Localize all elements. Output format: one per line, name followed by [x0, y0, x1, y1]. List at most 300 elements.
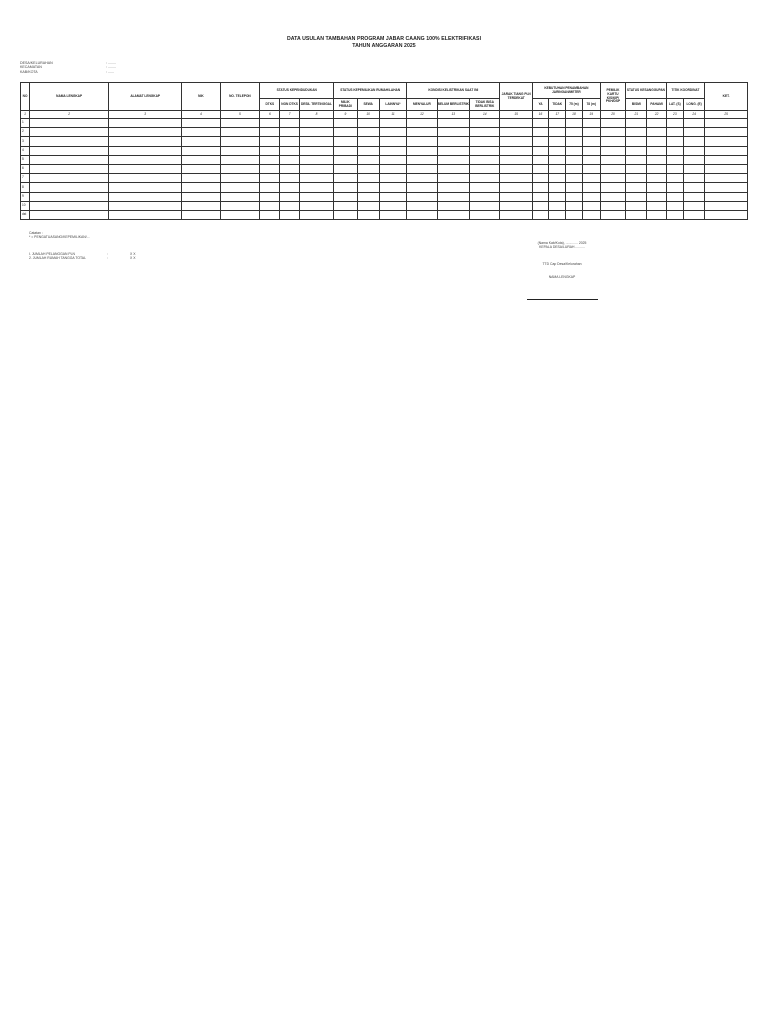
notes: [29, 231, 90, 239]
table-cell: [260, 155, 280, 164]
table-cell: [582, 183, 600, 192]
table-cell: [357, 137, 379, 146]
table-cell: [566, 174, 582, 183]
table-cell: [437, 192, 469, 201]
table-cell: [626, 183, 647, 192]
column-number: 5: [220, 111, 260, 119]
column-number-row: [21, 111, 748, 119]
table-cell: [705, 137, 748, 146]
subheader-belum-berlistrik: BELUM BERLISTRIK: [437, 99, 469, 111]
column-number: 11: [379, 111, 406, 119]
table-cell: [260, 192, 280, 201]
column-number: 20: [600, 111, 625, 119]
summary-colon: :: [107, 256, 108, 261]
table-cell: [109, 137, 182, 146]
table-cell: [334, 183, 357, 192]
table-cell: [626, 119, 647, 128]
table-cell: [299, 146, 333, 155]
table-cell: [647, 183, 666, 192]
table-cell: [109, 210, 182, 219]
table-cell: [647, 137, 666, 146]
table-cell: [705, 183, 748, 192]
row-number: dst: [21, 210, 30, 219]
meta-label: KECAMATAN: [20, 65, 42, 70]
subheader-tidak-sanggup: PAHAMI: [647, 99, 666, 111]
table-cell: [260, 174, 280, 183]
column-number: 3: [109, 111, 182, 119]
table-cell: [566, 119, 582, 128]
table-cell: [683, 183, 704, 192]
table-row: [21, 146, 748, 155]
table-cell: [566, 137, 582, 146]
table-cell: [334, 119, 357, 128]
table-cell: [705, 146, 748, 155]
table-cell: [470, 164, 500, 173]
table-cell: [582, 164, 600, 173]
table-cell: [549, 164, 566, 173]
table-cell: [280, 128, 299, 137]
table-cell: [500, 155, 532, 164]
table-cell: [705, 128, 748, 137]
column-number: 7: [280, 111, 299, 119]
summary-value: X X: [130, 252, 136, 256]
header-alamat: ALAMAT LENGKAP: [109, 83, 182, 111]
column-number: 18: [566, 111, 582, 119]
table-cell: [666, 128, 683, 137]
table-cell: [30, 146, 109, 155]
table-cell: [532, 128, 548, 137]
meta-value: : ........: [106, 61, 116, 65]
table-cell: [683, 137, 704, 146]
table-cell: [407, 137, 437, 146]
table-cell: [647, 146, 666, 155]
table-cell: [549, 155, 566, 164]
table-cell: [182, 146, 221, 155]
column-number: 8: [299, 111, 333, 119]
header-no: NO: [21, 83, 30, 111]
table-cell: [500, 201, 532, 210]
table-cell: [566, 146, 582, 155]
table-cell: [30, 192, 109, 201]
table-cell: [549, 174, 566, 183]
table-cell: [299, 201, 333, 210]
table-cell: [280, 174, 299, 183]
table-cell: [220, 137, 260, 146]
signature-line: [527, 299, 598, 300]
table-cell: [220, 174, 260, 183]
table-cell: [437, 155, 469, 164]
table-cell: [109, 164, 182, 173]
location-meta: [20, 61, 116, 74]
table-cell: [666, 183, 683, 192]
header-jarak-tiang: JARAK TIANG PLN TERDEKAT: [500, 83, 532, 111]
table-cell: [437, 174, 469, 183]
table-row: [21, 119, 748, 128]
table-cell: [357, 201, 379, 210]
signature-role: KEPALA DESA/LURAH ..........: [539, 245, 585, 249]
table-cell: [600, 192, 625, 201]
table-cell: [182, 201, 221, 210]
table-cell: [109, 146, 182, 155]
document-title: DATA USULAN TAMBAHAN PROGRAM JABAR CAANG 100% ELEKTRIFIKASI: [286, 36, 482, 42]
table-cell: [260, 164, 280, 173]
table-cell: [626, 164, 647, 173]
table-cell: [220, 119, 260, 128]
table-cell: [437, 146, 469, 155]
table-cell: [626, 137, 647, 146]
table-cell: [182, 174, 221, 183]
table-cell: [666, 137, 683, 146]
data-table: [20, 82, 748, 220]
row-number: 5: [21, 155, 30, 164]
subheader-tidak: TIDAK: [549, 99, 566, 111]
table-cell: [705, 192, 748, 201]
table-cell: [705, 119, 748, 128]
table-cell: [182, 192, 221, 201]
table-cell: [470, 155, 500, 164]
table-cell: [109, 201, 182, 210]
table-cell: [299, 210, 333, 219]
table-cell: [334, 164, 357, 173]
table-cell: [683, 128, 704, 137]
table-cell: [379, 137, 406, 146]
table-cell: [626, 210, 647, 219]
table-cell: [407, 155, 437, 164]
table-cell: [280, 146, 299, 155]
table-row: [21, 183, 748, 192]
table-cell: [220, 128, 260, 137]
table-cell: [280, 201, 299, 210]
table-cell: [500, 146, 532, 155]
column-number: 22: [647, 111, 666, 119]
table-cell: [357, 155, 379, 164]
table-cell: [647, 119, 666, 128]
subheader-milik-pribadi: MILIK PRIBADI: [334, 99, 357, 111]
table-cell: [407, 183, 437, 192]
table-cell: [500, 174, 532, 183]
table-cell: [666, 164, 683, 173]
table-cell: [500, 164, 532, 173]
table-cell: [260, 119, 280, 128]
table-row: [21, 155, 748, 164]
table-cell: [500, 137, 532, 146]
table-cell: [683, 155, 704, 164]
table-cell: [334, 201, 357, 210]
table-cell: [549, 119, 566, 128]
table-cell: [582, 128, 600, 137]
table-cell: [357, 192, 379, 201]
table-cell: [626, 146, 647, 155]
table-cell: [666, 174, 683, 183]
table-cell: [357, 128, 379, 137]
table-cell: [182, 137, 221, 146]
table-cell: [532, 137, 548, 146]
table-cell: [532, 146, 548, 155]
table-cell: [379, 146, 406, 155]
table-row: [21, 128, 748, 137]
table-cell: [260, 137, 280, 146]
table-cell: [357, 119, 379, 128]
table-cell: [30, 210, 109, 219]
row-number: 3: [21, 137, 30, 146]
table-cell: [437, 183, 469, 192]
table-cell: [647, 210, 666, 219]
table-cell: [30, 183, 109, 192]
column-number: 15: [500, 111, 532, 119]
column-number: 23: [666, 111, 683, 119]
table-cell: [666, 119, 683, 128]
table-cell: [357, 164, 379, 173]
table-row: [21, 201, 748, 210]
table-cell: [220, 146, 260, 155]
table-cell: [437, 201, 469, 210]
table-cell: [437, 210, 469, 219]
table-row: [21, 137, 748, 146]
table-cell: [280, 119, 299, 128]
table-cell: [532, 155, 548, 164]
table-cell: [600, 155, 625, 164]
summary-value: X X: [130, 256, 136, 261]
table-cell: [220, 201, 260, 210]
summary-row-rumah-tangga: [29, 256, 135, 260]
header-titik-koordinat: TITIK KOORDINAT: [666, 83, 705, 99]
subheader-sewa: SEWA: [357, 99, 379, 111]
column-number: 6: [260, 111, 280, 119]
table-cell: [647, 192, 666, 201]
table-cell: [683, 192, 704, 201]
table-cell: [299, 155, 333, 164]
table-cell: [30, 201, 109, 210]
table-cell: [407, 164, 437, 173]
column-number: 9: [334, 111, 357, 119]
subheader-sanggup: BISMI: [626, 99, 647, 111]
table-cell: [299, 128, 333, 137]
table-cell: [109, 119, 182, 128]
table-cell: [470, 119, 500, 128]
table-row: [21, 210, 748, 219]
table-cell: [334, 174, 357, 183]
table-cell: [647, 128, 666, 137]
table-cell: [437, 128, 469, 137]
table-cell: [357, 146, 379, 155]
table-cell: [379, 201, 406, 210]
table-cell: [182, 210, 221, 219]
table-cell: [260, 146, 280, 155]
table-cell: [582, 155, 600, 164]
table-cell: [260, 128, 280, 137]
table-cell: [500, 119, 532, 128]
subheader-meter-1: 75 (m): [566, 99, 582, 111]
header-status-kepemilikan: STATUS KEPEMILIKAN RUMAH/LAHAN: [334, 83, 407, 99]
table-cell: [334, 146, 357, 155]
table-cell: [532, 119, 548, 128]
column-number: 17: [549, 111, 566, 119]
table-cell: [647, 155, 666, 164]
table-cell: [357, 174, 379, 183]
table-cell: [299, 174, 333, 183]
table-cell: [666, 210, 683, 219]
row-number: 1: [21, 119, 30, 128]
table-cell: [600, 201, 625, 210]
row-number: 6: [21, 164, 30, 173]
table-cell: [182, 119, 221, 128]
meta-label: DESA/KELURAHAN: [20, 61, 53, 65]
table-cell: [470, 192, 500, 201]
table-cell: [683, 201, 704, 210]
table-cell: [532, 164, 548, 173]
table-cell: [683, 164, 704, 173]
meta-value: : ......: [106, 69, 114, 74]
table-cell: [407, 201, 437, 210]
table-cell: [600, 128, 625, 137]
table-cell: [379, 155, 406, 164]
table-cell: [299, 183, 333, 192]
table-cell: [600, 119, 625, 128]
header-kondisi-listrik: KONDISI KELISTRIKAN SAAT INI: [407, 83, 500, 99]
summary-label: I. JUMLAH PELANGGAN PLN: [29, 252, 75, 256]
column-number: 4: [182, 111, 221, 119]
table-cell: [357, 210, 379, 219]
table-cell: [582, 210, 600, 219]
table-cell: [379, 128, 406, 137]
column-number: 1: [21, 111, 30, 119]
table-cell: [280, 183, 299, 192]
notes-line: * = PENGATUASANG/KEPEMILIKAN/...: [29, 235, 90, 240]
table-cell: [470, 183, 500, 192]
table-cell: [532, 183, 548, 192]
table-cell: [566, 192, 582, 201]
column-number: 19: [582, 111, 600, 119]
table-cell: [109, 155, 182, 164]
table-cell: [379, 192, 406, 201]
table-cell: [626, 192, 647, 201]
table-cell: [30, 155, 109, 164]
table-cell: [407, 174, 437, 183]
table-cell: [182, 183, 221, 192]
table-cell: [600, 210, 625, 219]
table-cell: [220, 164, 260, 173]
table-cell: [109, 128, 182, 137]
table-cell: [220, 183, 260, 192]
table-cell: [626, 155, 647, 164]
table-cell: [600, 137, 625, 146]
table-cell: [182, 128, 221, 137]
table-cell: [437, 137, 469, 146]
column-number: 10: [357, 111, 379, 119]
meta-row-kabkota: [20, 70, 116, 74]
header-nik: NIK: [182, 83, 221, 111]
table-cell: [683, 146, 704, 155]
table-cell: [470, 137, 500, 146]
table-cell: [683, 210, 704, 219]
table-cell: [705, 210, 748, 219]
column-number: 2: [30, 111, 109, 119]
subheader-non-dtks: NON DTKS: [280, 99, 299, 111]
table-cell: [549, 201, 566, 210]
table-cell: [299, 192, 333, 201]
table-row: [21, 174, 748, 183]
table-cell: [334, 128, 357, 137]
table-cell: [470, 146, 500, 155]
table-cell: [220, 155, 260, 164]
subheader-lat: LAT. (S): [666, 99, 683, 111]
signature-stamp: TTD Cap Desa/Kelurahan: [542, 262, 582, 266]
meta-value: : ........: [106, 65, 116, 70]
table-cell: [334, 155, 357, 164]
meta-label: KAB/KOTA: [20, 69, 38, 74]
table-cell: [407, 210, 437, 219]
table-cell: [280, 137, 299, 146]
table-cell: [705, 201, 748, 210]
header-kebutuhan: KEBUTUHAN PENAMBAHAN JARINGAN/METER: [532, 83, 600, 99]
column-number: 14: [470, 111, 500, 119]
table-cell: [582, 192, 600, 201]
table-cell: [500, 128, 532, 137]
table-cell: [626, 174, 647, 183]
signature-name: NAMA LENGKAP: [548, 275, 576, 279]
column-number: 25: [705, 111, 748, 119]
table-cell: [30, 137, 109, 146]
subheader-long: LONG. (E): [683, 99, 704, 111]
table-cell: [299, 137, 333, 146]
table-cell: [379, 210, 406, 219]
table-cell: [566, 128, 582, 137]
table-cell: [582, 201, 600, 210]
summary-colon: :: [107, 252, 108, 256]
column-number: 12: [407, 111, 437, 119]
table-cell: [334, 137, 357, 146]
subheader-menyalur: MENYALUR: [407, 99, 437, 111]
summary: [29, 252, 135, 261]
column-number: 16: [532, 111, 548, 119]
header-nama: NAMA LENGKAP: [30, 83, 109, 111]
table-cell: [30, 128, 109, 137]
table-cell: [299, 119, 333, 128]
table-cell: [683, 119, 704, 128]
table-cell: [280, 192, 299, 201]
table-cell: [220, 192, 260, 201]
table-cell: [549, 210, 566, 219]
table-row: [21, 164, 748, 173]
table-cell: [666, 146, 683, 155]
table-cell: [407, 128, 437, 137]
table-cell: [566, 201, 582, 210]
table-cell: [470, 201, 500, 210]
table-cell: [379, 174, 406, 183]
table-cell: [182, 164, 221, 173]
table-cell: [182, 155, 221, 164]
header-status-kependudukan: STATUS KEPENDUDUKAN: [260, 83, 334, 99]
table-cell: [109, 192, 182, 201]
subheader-desil: DESIL TERTINGGAL: [299, 99, 333, 111]
table-cell: [407, 119, 437, 128]
table-cell: [379, 119, 406, 128]
table-cell: [299, 164, 333, 173]
table-cell: [109, 183, 182, 192]
table-cell: [532, 174, 548, 183]
table-cell: [260, 201, 280, 210]
table-cell: [379, 183, 406, 192]
table-cell: [582, 174, 600, 183]
table-cell: [260, 210, 280, 219]
header-pemilik-kartu: PEMILIK KARTU KIS/KIP/ PKH/DSP: [600, 83, 625, 111]
table-cell: [666, 155, 683, 164]
table-cell: [437, 164, 469, 173]
header-status-kesanggupan: STATUS KESANGGUPAN: [626, 83, 667, 99]
table-cell: [532, 201, 548, 210]
row-number: 8: [21, 183, 30, 192]
table-cell: [470, 210, 500, 219]
